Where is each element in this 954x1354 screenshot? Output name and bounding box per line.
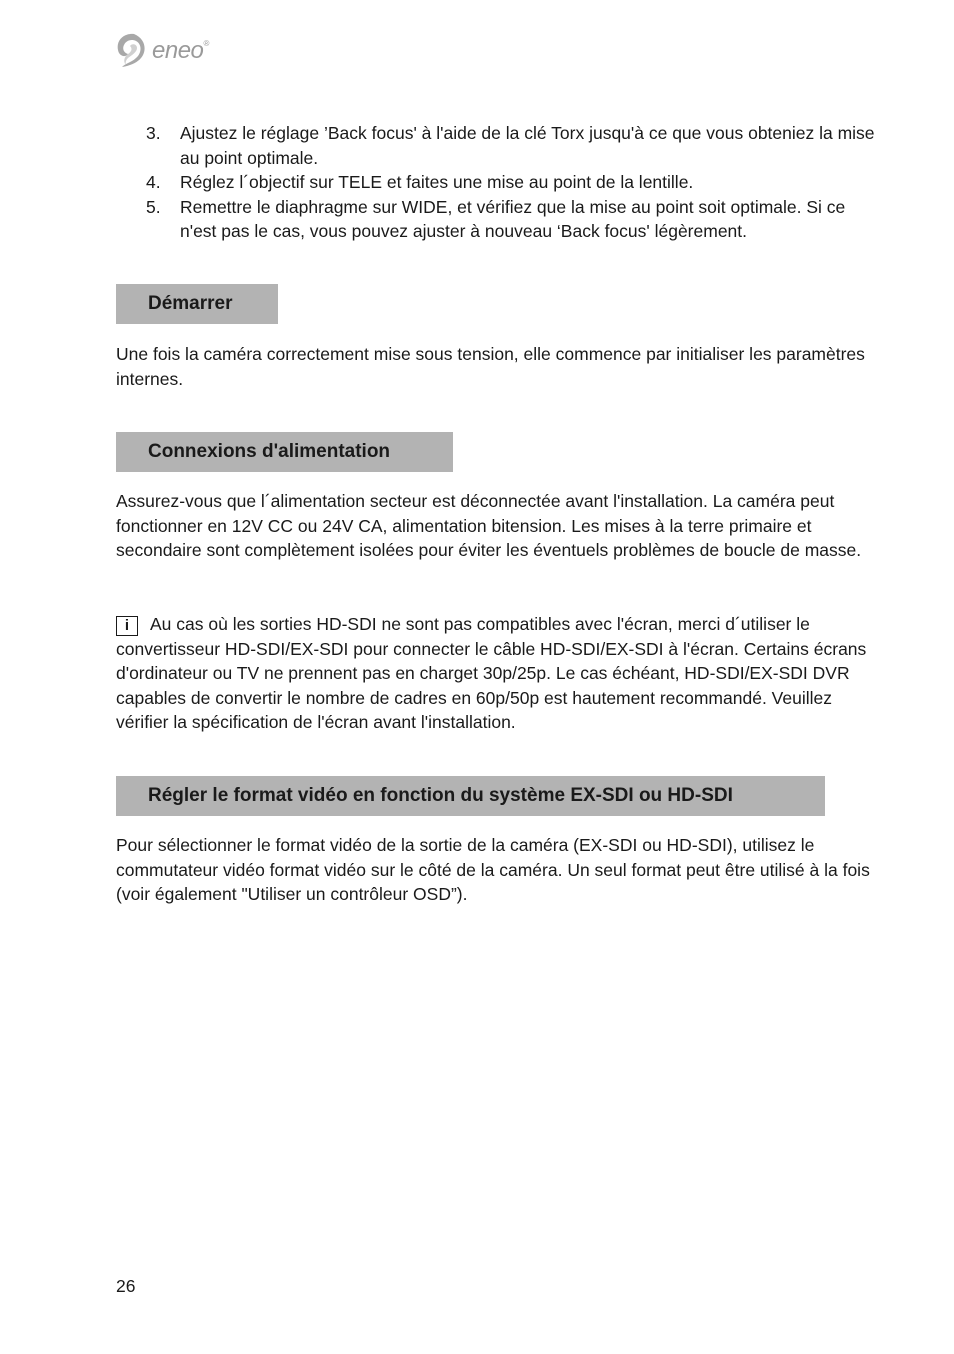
heading-demarrer: Démarrer — [116, 284, 278, 324]
instruction-steps — [116, 121, 880, 244]
heading-format-video: Régler le format vidéo en fonction du système EX-SDI ou HD-SDI — [116, 776, 825, 816]
eneo-swirl-icon — [114, 31, 148, 71]
eneo-logo — [114, 30, 224, 72]
info-note — [116, 612, 880, 735]
step-number: 4. — [146, 172, 161, 192]
list-item — [116, 170, 880, 195]
alimentation-paragraph: Assurez-vous que l´alimentation secteur est déconnectée avant l'installation. La caméra peut fonctionner en 12V CC ou 24V CA, alimentation bitension. Les mises à la terre primaire et secondaire sont complètement isolées pour éviter les éventuels problèmes de boucle de masse. — [116, 491, 862, 560]
info-icon: i — [116, 616, 138, 636]
page-number: 26 — [116, 1276, 136, 1296]
format-paragraph: Pour sélectionner le format vidéo de la sortie de la caméra (EX-SDI ou HD-SDI), utilisez le commutateur vidéo format vidéo sur le côté de la caméra. Un seul format peut être utilisé à la fois (voir également "Utiliser un contrôleur OSD”). — [116, 835, 870, 904]
list-item — [116, 121, 880, 170]
step-text: Réglez l´objectif sur TELE et faites une mise au point de la lentille. — [180, 172, 694, 192]
list-item — [116, 195, 880, 244]
step-number: 5. — [146, 196, 161, 217]
info-note-text: Au cas où les sorties HD-SDI ne sont pas compatibles avec l'écran, merci d´utiliser le convertisseur HD-SDI/EX-SDI pour connecter le câble HD-SDI/EX-SDI à l'écran. Certains écrans d'ordinateur ou TV ne prennent pas en charget 30p/25p. Le cas échéant, HD-SDI/EX-SDI DVR capables de convertir le nombre de cadres en 60p/50p est hautement recommandé. Veuillez vérifier la spécification de l'écran avant l'installation. — [116, 614, 867, 732]
step-text: Ajustez le réglage ’Back focus' à l'aide de la clé Torx jusqu'à ce que vous obteniez la mise au point optimale. — [180, 123, 875, 168]
logo-text: eneo® — [152, 37, 209, 64]
heading-connexions-alimentation: Connexions d'alimentation — [116, 432, 453, 472]
step-number: 3. — [146, 123, 161, 143]
demarrer-paragraph: Une fois la caméra correctement mise sous tension, elle commence par initialiser les paramètres internes. — [116, 344, 865, 389]
step-text: Remettre le diaphragme sur WIDE, et vérifiez que la mise au point soit optimale. Si ce n'est pas le cas, vous pouvez ajuster à nouveau ‘Back focus' légèrement. — [180, 196, 846, 241]
